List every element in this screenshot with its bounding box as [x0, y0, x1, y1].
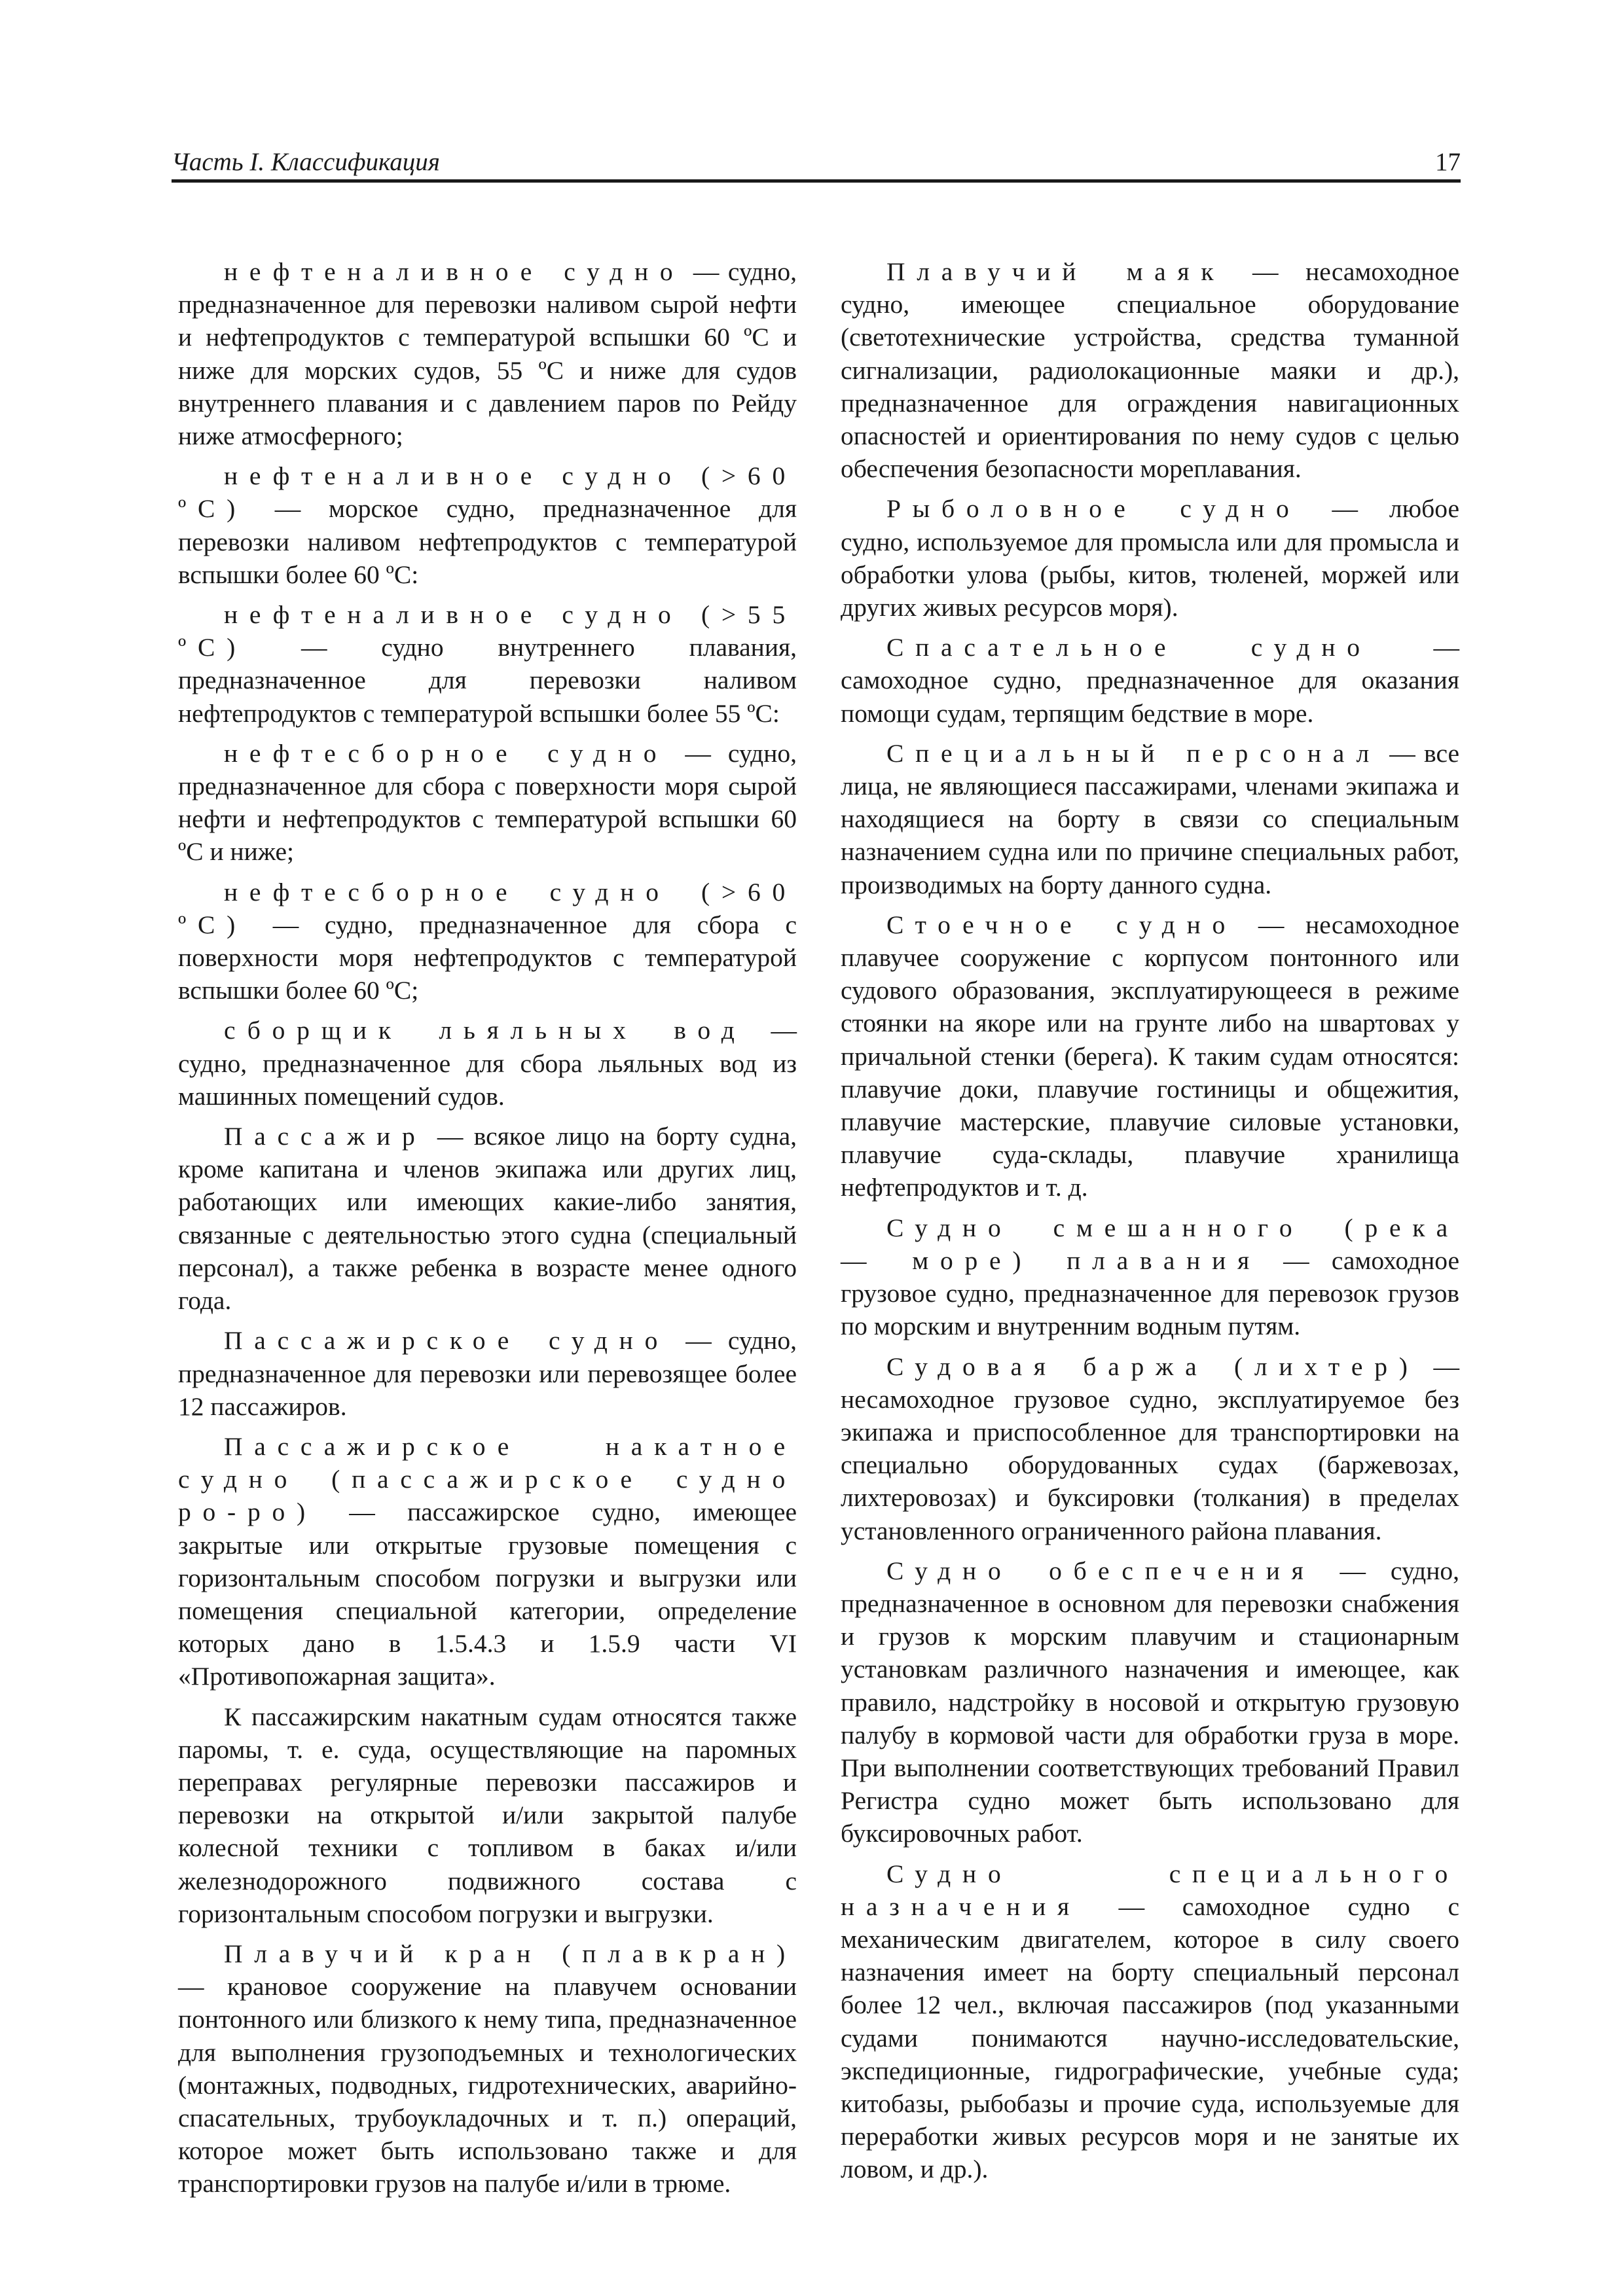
defined-term: нефтесборное судно — [224, 738, 668, 768]
definition-text: — крановое сооружение на плавучем основании понтонного или близкого к нему типа, предназначенное для выполнения грузоподъемных и технологических (монтажных, подводных, гидротехнических, аварийно-спасательных, трубоукладочных и т. п.) операций, которое может быть использовано также и для транспортировки грузов на палубе и/или в трюме. — [178, 1972, 797, 2198]
right-column — [841, 255, 1459, 2193]
definition-paragraph — [178, 1937, 797, 2200]
section-title: Часть I. Классификация — [172, 148, 440, 176]
definition-paragraph — [841, 1857, 1459, 2186]
definition-paragraph — [178, 1120, 797, 1317]
definition-paragraph — [178, 459, 797, 591]
definition-paragraph — [841, 492, 1459, 624]
definition-paragraph — [178, 1430, 797, 1693]
defined-term: Судно обеспечения — [886, 1556, 1315, 1585]
defined-term: Судно специального назначения — [841, 1859, 1459, 1921]
defined-term: Пассажир — [224, 1122, 427, 1151]
definition-text: — судно, предназначенное в основном для перевозки снабжения и грузов к морским плавучим и стационарным установкам различного назначения и имеющее, как правило, надстройку в носовой и открытую грузовую палубу в кормовой части для обработки груза в море. При выполнении соответствующих требований Правил Регистра судно может быть использовано для буксировочных работ. — [841, 1556, 1459, 1848]
definition-text: — все лица, не являющиеся пассажирами, членами экипажа и находящиеся на борту в связи со специальным назначением судна или по причине специальных работ, производимых на борту данного судна. — [841, 738, 1460, 899]
defined-term: Пассажирское судно — [224, 1326, 670, 1355]
defined-term: Пассажирское накатное судно (пассажирское судно ро-ро) — [178, 1431, 797, 1527]
defined-term: Специальный персонал — [886, 738, 1381, 768]
definition-text: — судно, предназначенное для сбора с поверхности моря нефтепродуктов с температурой вспышки более 60 ºС; — [178, 910, 797, 1005]
defined-term: Плавучий кран (плавкран) — [224, 1939, 797, 1968]
definition-text: — несамоходное судно, имеющее специальное оборудование (светотехнические устройства, средства туманной сигнализации, радиолокационные маяки и др.), предназначенное для ограждения навигационных опасностей и ориентирования по нему судов с целью обеспечения безопасности мореплавания. — [841, 257, 1459, 484]
definition-text: — самоходное грузовое судно, предназначенное для перевозок грузов по морским и внутренним водным путям. — [841, 1246, 1459, 1341]
running-header — [172, 139, 1461, 183]
definition-paragraph — [841, 255, 1459, 485]
definition-text: — несамоходное грузовое судно, эксплуатируемое без экипажа и приспособленное для транспортировки на специально оборудованных судах (баржевозах, лихтеровозах) и буксировки (толкания) в пределах установленного ограниченного района плавания. — [841, 1352, 1459, 1545]
defined-term: нефтесборное судно (>60 ºС) — [178, 877, 797, 939]
definition-paragraph — [178, 598, 797, 730]
defined-term: нефтеналивное судно (>60 ºС) — [178, 461, 797, 524]
page-number: 17 — [1435, 148, 1461, 176]
defined-term: Плавучий маяк — [886, 257, 1226, 286]
definition-text: — судно, предназначенное для сбора с поверхности моря сырой нефти и нефтепродуктов с температурой вспышки 60 ºС и ниже; — [178, 738, 797, 867]
defined-term: Судно смешанного (река — море) плавания — [841, 1213, 1459, 1275]
definition-paragraph — [178, 255, 797, 452]
definition-paragraph — [178, 1014, 797, 1113]
definition-paragraph — [178, 876, 797, 1007]
definition-text: — морское судно, предназначенное для перевозки наливом нефтепродуктов с температурой вспышки более 60 ºС: — [178, 494, 797, 589]
defined-term: Рыболовное судно — [886, 494, 1301, 524]
definition-text: — самоходное судно с механическим двигателем, которое в силу своего назначения имеет на борту специальный персонал более 12 чел., включая пассажиров (под указанными судами понимаются научно-исследовательские, экспедиционные, гидрографические, учебные суда; китобазы, рыбобазы и прочие суда, используемые для переработки живых ресурсов моря и не занятые их ловом, и др.). — [841, 1892, 1459, 2184]
definition-text: — судно, предназначенное для перевозки или перевозящее более 12 пассажиров. — [178, 1326, 797, 1421]
definition-paragraph — [841, 1211, 1459, 1343]
definition-paragraph — [841, 631, 1459, 730]
definition-text: — судно, предназначенное для сбора льяльных вод из машинных помещений судов. — [178, 1016, 797, 1111]
left-column — [178, 255, 797, 2208]
defined-term: Спасательное судно — [886, 633, 1372, 662]
defined-term: Стоечное судно — [886, 910, 1237, 939]
definition-text: — самоходное судно, предназначенное для оказания помощи судам, терпящим бедствие в море. — [841, 633, 1459, 728]
definition-text: — любое судно, используемое для промысла или для промысла и обработки улова (рыбы, китов, тюленей, моржей или других живых ресурсов моря). — [841, 494, 1459, 622]
definition-paragraph — [841, 1350, 1459, 1547]
defined-term: нефтеналивное судно (>55 ºС) — [178, 600, 797, 662]
definition-text: — всякое лицо на борту судна, кроме капитана и членов экипажа или других лиц, работающих или имеющих какие-либо занятия, связанные с деятельностью этого судна (специальный персонал), а также ребенка в возрасте менее одного года. — [178, 1122, 797, 1316]
defined-term: Судовая баржа (лихтер) — [886, 1352, 1419, 1381]
definition-paragraph — [841, 737, 1459, 901]
body-paragraph — [178, 1700, 797, 1930]
definition-text: — пассажирское судно, имеющее закрытые или открытые грузовые помещения с горизонтальным способом погрузки и выгрузки или помещения специальной категории, определение которых дано в 1.5.4.3 и 1.5.9 части VI «Противопожарная защита». — [178, 1498, 797, 1691]
definition-paragraph — [178, 1324, 797, 1423]
definition-paragraph — [841, 1554, 1459, 1850]
definition-text: — судно внутреннего плавания, предназначенное для перевозки наливом нефтепродуктов с температурой вспышки более 55 ºС: — [178, 633, 797, 728]
defined-term: сборщик льяльных вод — [224, 1016, 746, 1045]
definition-paragraph — [841, 908, 1459, 1204]
definition-paragraph — [178, 737, 797, 869]
definition-text: — судно, предназначенное для перевозки наливом сырой нефти и нефтепродуктов с температурой вспышки 60 ºС и ниже для морских судов, 55 ºС и ниже для судов внутреннего плавания и с давлением паров по Рейду ниже атмосферного; — [178, 257, 797, 451]
definition-text: К пассажирским накатным судам относятся также паромы, т. е. суда, осуществляющие на паромных переправах регулярные перевозки пассажиров и перевозки на открытой и/или закрытой палубе колесной техники с топливом в баках и/или железнодорожного подвижного состава с горизонтальным способом погрузки и выгрузки. — [178, 1702, 797, 1928]
defined-term: нефтеналивное судно — [224, 257, 685, 286]
definition-text: — несамоходное плавучее сооружение с корпусом понтонного или судового образования, эксплуатирующееся в режиме стоянки на якоре или на грунте либо на швартовах у причальной стенки (берега). К таким судам относятся: плавучие доки, плавучие гостиницы и общежития, плавучие мастерские, плавучие силовые установки, плавучие суда-склады, плавучие хранилища нефтепродуктов и т. д. — [841, 910, 1459, 1202]
